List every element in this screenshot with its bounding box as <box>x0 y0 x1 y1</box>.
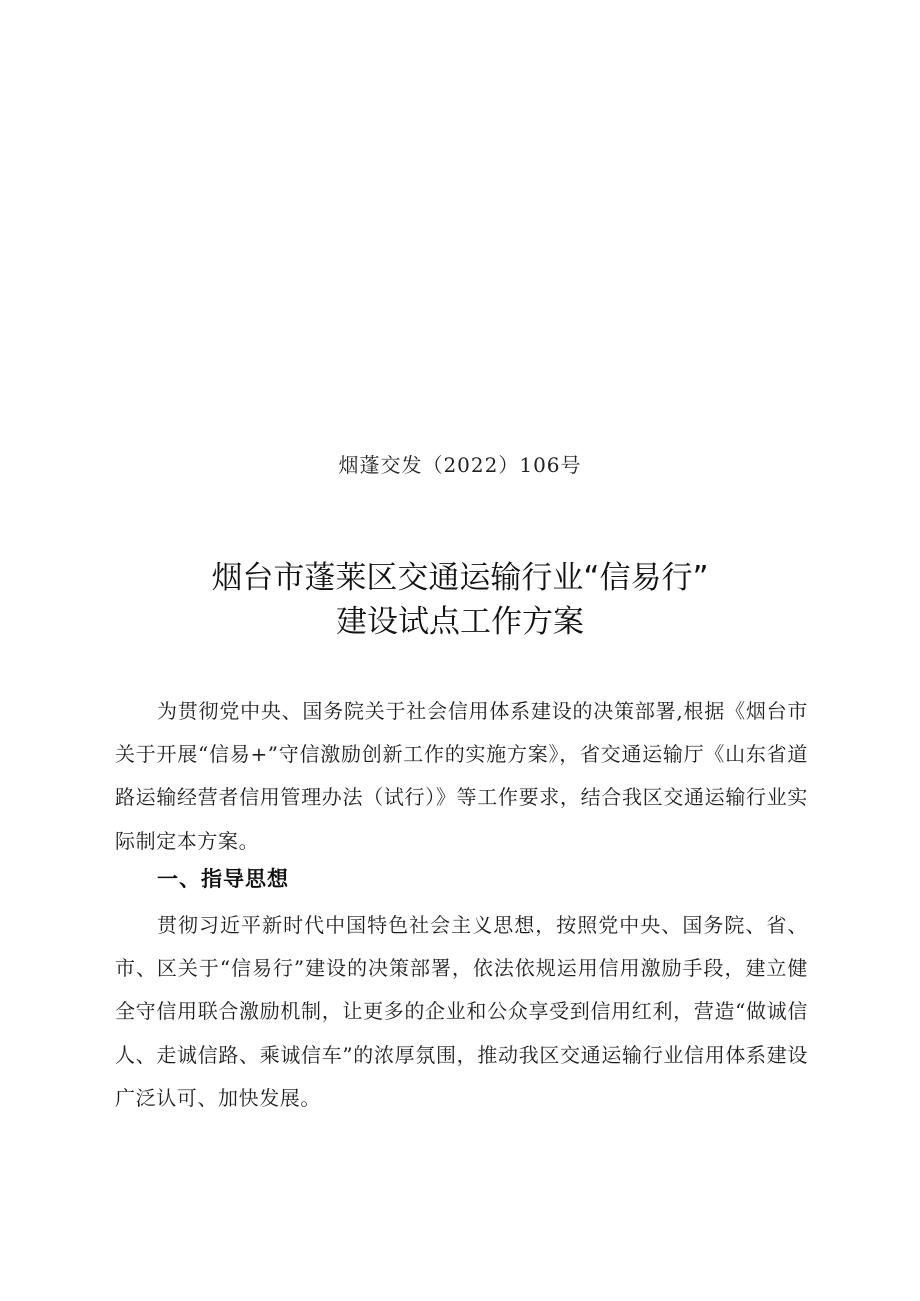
title-line-1: 烟台市蓬莱区交通运输行业“信易行” <box>211 560 709 596</box>
intro-paragraph: 为贯彻党中央、国务院关于社会信用体系建设的决策部署,根据《烟台市关于开展“信易+”守信激励创新工作的实施方案》，省交通运输厅《山东省道路运输经营者信用管理办法（试行）》等工作要求，结合我区交通运输行业实际制定本方案。 <box>115 699 808 853</box>
title-line-2: 建设试点工作方案 <box>336 604 584 640</box>
document-title <box>0 556 920 644</box>
guiding-ideology-paragraph: 贯彻习近平新时代中国特色社会主义思想，按照党中央、国务院、省、市、区关于“信易行”建设的决策部署，依法依规运用信用激励手段，建立健全守信用联合激励机制，让更多的企业和公众享受到信用红利，营造“做诚信人、走诚信路、乘诚信车”的浓厚氛围，推动我区交通运输行业信用体系建设广泛认可、加快发展。 <box>115 913 808 1110</box>
section-heading-guiding-ideology: 一、指导思想 <box>157 867 289 891</box>
document-number: 烟蓬交发（2022）106号 <box>338 453 582 477</box>
